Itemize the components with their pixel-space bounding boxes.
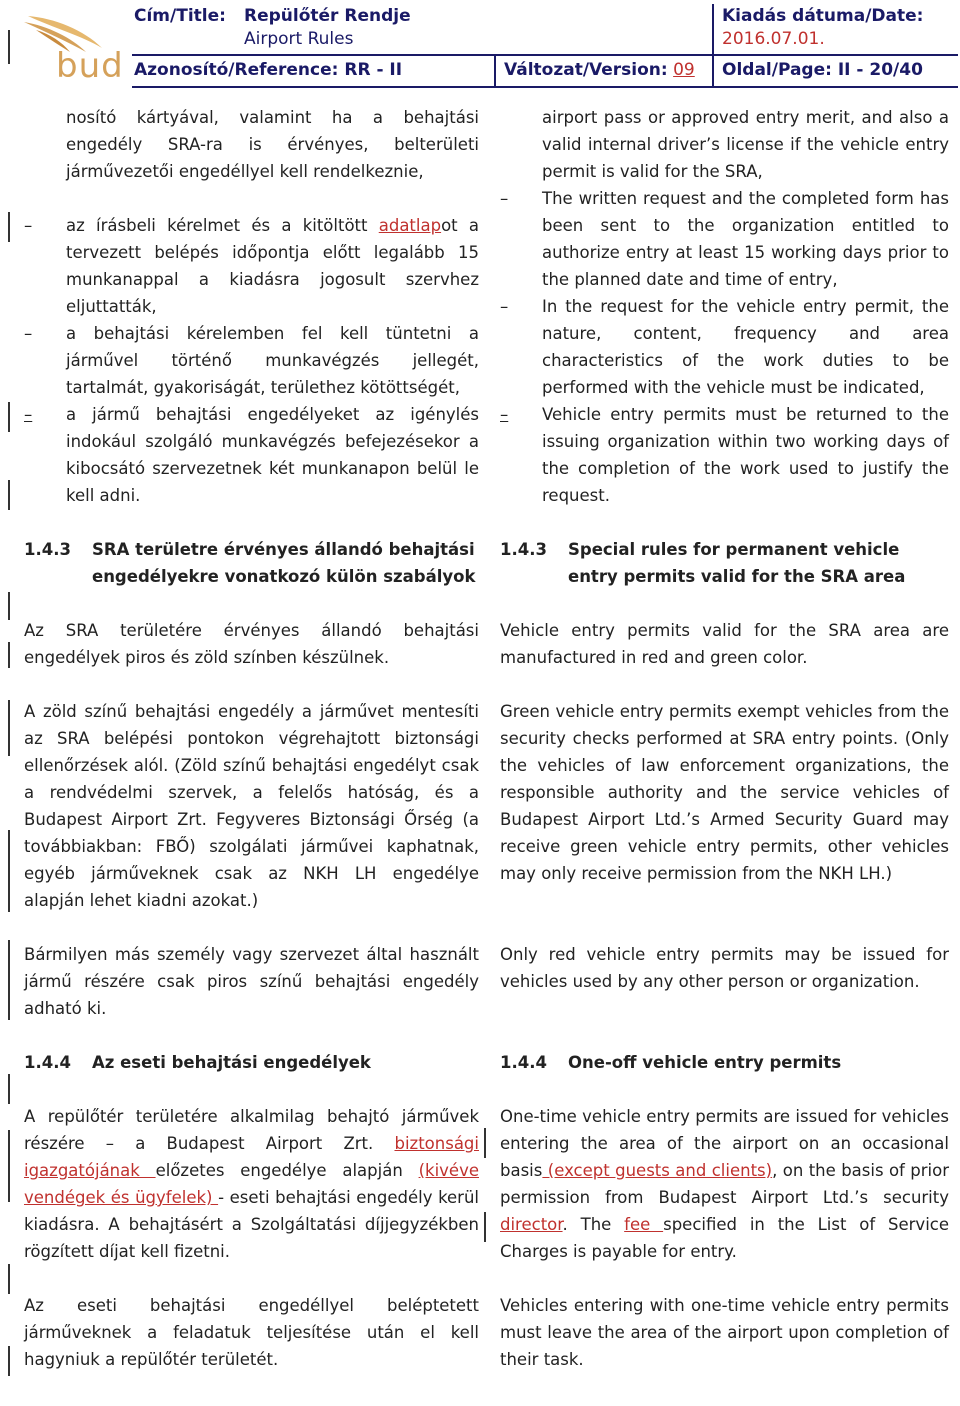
section-number: 1.4.4 — [24, 1053, 71, 1072]
guests-clients-link[interactable]: (kivéve vendégek és ügyfelek) — [24, 1161, 479, 1207]
left-continued-paragraph: nosító kártyával, valamint ha a behajtási engedély SRA-ra is érvényes, belterületi járművezetői engedéllyel kell rendelkeznie, — [66, 108, 479, 181]
revision-bar — [484, 1212, 486, 1242]
version-value: 09 — [673, 60, 695, 80]
revision-bar — [8, 642, 10, 668]
reference-label: Azonosító/Reference: RR - II — [134, 60, 403, 80]
right-bullet-list — [500, 185, 949, 509]
section-number: 1.4.4 — [500, 1053, 547, 1072]
header-vertical-rule — [712, 56, 714, 86]
section-title: One-off vehicle entry permits — [568, 1053, 842, 1072]
section-title: Special rules for permanent vehicle entry permits valid for the SRA area — [568, 540, 906, 586]
right-paragraph-1: Vehicle entry permits valid for the SRA area are manufactured in red and green color. — [500, 621, 949, 667]
dash-bullet: – — [24, 324, 33, 343]
dash-bullet: – — [24, 216, 33, 235]
section-number: 1.4.3 — [500, 540, 547, 559]
header-vertical-rule — [494, 56, 496, 86]
title-label: Cím/Title: — [134, 6, 226, 26]
section-title: SRA területre érvényes állandó behajtási engedélyekre vonatkozó külön szabályok — [92, 540, 476, 586]
revision-bar — [8, 1074, 10, 1104]
section-number: 1.4.3 — [24, 540, 71, 559]
dash-bullet: – — [24, 405, 33, 424]
left-list-item: – az írásbeli kérelmet és a kitöltött adatlapot a tervezett belépés időpontja előtt legalább 15 munkanappal a kiadásra jogosult szervhez eljuttatták, — [24, 212, 479, 320]
header-bottom-rule — [132, 86, 958, 88]
revision-bar — [8, 1264, 10, 1294]
right-list-item: – Vehicle entry permits must be returned to the issuing organization within two working days of the completion of the work used to justify the request. — [500, 401, 949, 509]
date-value: 2016.07.01. — [722, 29, 825, 49]
revision-bar — [8, 830, 10, 912]
section-title: Az eseti behajtási engedélyek — [92, 1053, 371, 1072]
dash-bullet: – — [500, 405, 509, 424]
right-heading-143 — [500, 536, 949, 590]
right-paragraph-4: One-time vehicle entry permits are issued for vehicles entering the area of the airport on an occasional basis (except guests and clients), on the basis of prior permission from Budapest Airport Ltd.’s security director. The fee specified in the List of Service Charges is payable for entry. — [500, 1107, 950, 1261]
right-paragraph-5: Vehicles entering with one-time vehicle entry permits must leave the area of the airport upon completion of their task. — [500, 1296, 949, 1369]
revision-bar — [8, 480, 10, 510]
right-heading-144 — [500, 1049, 949, 1076]
fee-link[interactable]: fee — [624, 1215, 664, 1234]
title-en: Airport Rules — [244, 29, 354, 49]
bud-logo — [14, 8, 124, 86]
revision-bar — [8, 212, 10, 242]
revision-bar — [8, 700, 10, 756]
revision-bar — [8, 1346, 10, 1376]
document-header — [132, 4, 958, 84]
page-label: Oldal/Page: II - 20/40 — [722, 60, 923, 80]
left-heading-144 — [24, 1049, 479, 1076]
date-label: Kiadás dátuma/Date: — [722, 6, 924, 26]
left-paragraph-2: A zöld színű behajtási engedély a járművet mentesíti az SRA belépési pontokon végrehajtott biztonsági ellenőrzések alól. (Zöld színű behajtási engedélyt csak a rendvédelmi szervek, a felelős hatóság, és a Budapest Airport Zrt. Fegyveres Biztonsági Őrség (a továbbiakban: FBŐ) szolgálati járművei kaphatnak, egyéb járműveknek csak az NKH LH engedélye alapján lehet kiadni azokat.) — [24, 702, 479, 910]
revision-bar — [8, 940, 10, 1020]
left-paragraph-1: Az SRA területére érvényes állandó behajtási engedélyek piros és zöld színben készülnek. — [24, 621, 479, 667]
left-list-block — [66, 104, 479, 185]
revision-bar — [8, 402, 10, 432]
right-list-item: – The written request and the completed form has been sent to the organization entitled to authorize entry at least 15 working days prior to the planned date and time of entry, — [500, 185, 949, 293]
guests-clients-link[interactable]: (except guests and clients) — [542, 1161, 773, 1180]
revision-bar — [8, 1130, 10, 1202]
left-paragraph-3: Bármilyen más személy vagy szervezet által használt jármű részére csak piros színű behajtási engedély adható ki. — [24, 945, 479, 1018]
revision-bar — [8, 592, 10, 620]
right-list-item: – In the request for the vehicle entry permit, the nature, content, frequency and area characteristics of the work duties to be performed with the vehicle must be indicated, — [500, 293, 949, 401]
revision-bar — [8, 30, 10, 64]
header-divider — [132, 54, 958, 56]
title-hu: Repülőtér Rendje — [244, 6, 411, 26]
right-list-block — [542, 104, 949, 185]
header-vertical-rule — [712, 4, 714, 54]
left-paragraph-4: A repülőtér területére alkalmilag behajtó járművek részére – a Budapest Airport Zrt. biztonsági igazgatójának előzetes engedélye alapján (kivéve vendégek és ügyfelek) - eseti behajtási engedély kerül kiadásra. A behajtásért a Szolgáltatási díjjegyzékben rögzített díjat kell fizetni. — [24, 1107, 480, 1261]
right-continued-paragraph: airport pass or approved entry merit, and also a valid internal driver’s license if the vehicle entry permit is valid for the SRA, — [542, 108, 949, 181]
security-director-link[interactable]: biztonsági igazgatójának — [24, 1134, 479, 1180]
version-label: Változat/Version: — [504, 60, 668, 80]
right-paragraph-3: Only red vehicle entry permits may be issued for vehicles used by any other person or organization. — [500, 945, 949, 991]
logo-text: bud — [56, 46, 124, 86]
left-bullet-list — [24, 212, 479, 509]
dash-bullet: – — [500, 189, 509, 208]
left-list-item: – a jármű behajtási engedélyeket az igénylés indokául szolgáló munkavégzés befejezésekor a kibocsátó szervezetnek két munkanapon belül le kell adni. — [24, 401, 479, 509]
dash-bullet: – — [500, 297, 509, 316]
left-heading-143 — [24, 536, 479, 590]
adatlap-link[interactable]: adatlap — [378, 216, 442, 235]
left-paragraph-5: Az eseti behajtási engedéllyel beléptetett járműveknek a feladatuk teljesítése után el kell hagyniuk a repülőtér területét. — [24, 1296, 479, 1369]
director-link[interactable]: director — [500, 1215, 563, 1234]
right-paragraph-2: Green vehicle entry permits exempt vehicles from the security checks performed at SRA entry points. (Only the vehicles of law enforcement organizations, the responsible authority and the service vehicles of Budapest Airport Ltd.’s Armed Security Guard may receive green vehicle entry permits, other vehicles may only receive permission from the NKH LH.) — [500, 702, 949, 883]
left-list-item: – a behajtási kérelemben fel kell tüntetni a járművel történő munkavégzés jellegét, tartalmát, gyakoriságát, területhez kötöttségét, — [24, 320, 479, 401]
revision-bar — [484, 1128, 486, 1158]
